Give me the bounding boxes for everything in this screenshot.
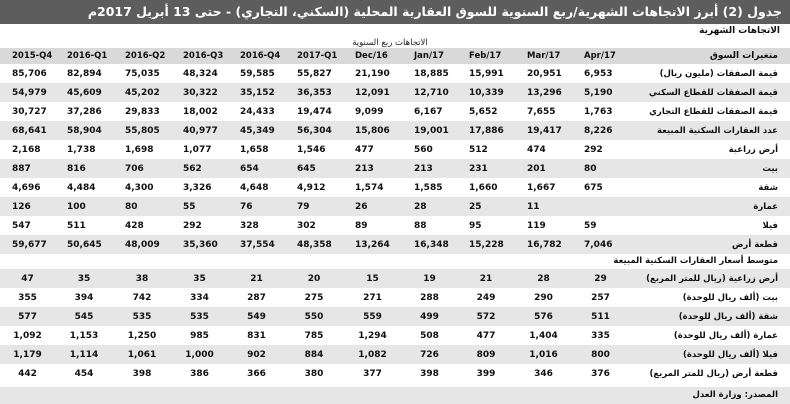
table-cell: 56,304 [285,121,343,140]
table-cell: 24,433 [228,102,285,121]
table-cell: 550 [285,307,343,326]
table-cell: 1,153 [55,326,113,345]
row-label: عمارة (ألف ريال للوحدة) [629,326,790,345]
row-label: عدد العقارات السكنية المبيعة [629,121,790,140]
table-cell: 15,991 [457,64,515,83]
table-cell: 1,698 [113,140,171,159]
table-cell: 1,077 [171,140,228,159]
table-cell: 428 [113,216,171,235]
table-cell: 4,484 [55,178,113,197]
table-row [0,197,790,216]
row-label: عمارة [629,197,790,216]
table-cell: 1,016 [515,345,572,364]
table-cell: 477 [457,326,515,345]
table-cell: 18,002 [171,102,228,121]
table-cell: 29,833 [113,102,171,121]
average-prices-table [0,269,790,383]
table-row [0,326,790,345]
row-label: شقة (ألف ريال للوحدة) [629,307,790,326]
table-cell: 55,827 [285,64,343,83]
table-cell: 12,710 [402,83,457,102]
table-cell: 28 [402,197,457,216]
table-cell: 985 [171,326,228,345]
table-cell: 88 [402,216,457,235]
table-cell: 19,001 [402,121,457,140]
table-cell: 902 [228,345,285,364]
table-cell: 271 [343,288,402,307]
table-cell: 1,763 [572,102,629,121]
table-cell: 59 [572,216,629,235]
table-cell: 30,727 [0,102,55,121]
table-cell: 545 [55,307,113,326]
table-cell: 26 [343,197,402,216]
column-header: Jan/17 [402,48,457,64]
table-cell: 21 [457,269,515,288]
table-row [0,159,790,178]
table-cell: 35 [55,269,113,288]
table-row [0,64,790,83]
table-cell: 11 [515,197,572,216]
row-label: أرض زراعية [629,140,790,159]
table-cell: 38 [113,269,171,288]
table-cell: 785 [285,326,343,345]
table-cell: 4,300 [113,178,171,197]
table-cell: 809 [457,345,515,364]
table-cell: 1,660 [457,178,515,197]
market-variables-table [0,48,790,254]
table-cell: 7,046 [572,235,629,254]
table-cell: 288 [402,288,457,307]
table-cell: 1,585 [402,178,457,197]
row-label: قيمة الصفقات (مليون ريال) [629,64,790,83]
table-cell: 549 [228,307,285,326]
table-cell: 5,190 [572,83,629,102]
table-cell: 654 [228,159,285,178]
table-cell: 55 [171,197,228,216]
table-cell: 4,696 [0,178,55,197]
table-cell: 1,738 [55,140,113,159]
table-cell: 831 [228,326,285,345]
table-cell: 1,546 [285,140,343,159]
table-cell: 231 [457,159,515,178]
table-cell: 28 [515,269,572,288]
table-cell: 75,035 [113,64,171,83]
table-cell: 645 [285,159,343,178]
table-cell: 334 [171,288,228,307]
table-cell: 76 [228,197,285,216]
table-cell: 535 [113,307,171,326]
table-cell: 45,349 [228,121,285,140]
table-cell: 675 [572,178,629,197]
table-cell: 1,114 [55,345,113,364]
table-cell: 7,655 [515,102,572,121]
table-cell: 50,645 [55,235,113,254]
table-cell: 18,885 [402,64,457,83]
table-cell: 119 [515,216,572,235]
table-cell: 442 [0,364,55,383]
table-cell: 15 [343,269,402,288]
table-cell: 290 [515,288,572,307]
table-cell: 25 [457,197,515,216]
table-cell: 6,167 [402,102,457,121]
table-cell: 335 [572,326,629,345]
table-cell: 742 [113,288,171,307]
table-cell: 10,339 [457,83,515,102]
row-label: فيلا (ألف ريال للوحدة) [629,345,790,364]
quarterly-trends-heading: الاتجاهات ربع السنوية [352,38,428,48]
table-cell: 477 [343,140,402,159]
table-cell: 394 [55,288,113,307]
table-cell: 292 [171,216,228,235]
column-header: Feb/17 [457,48,515,64]
table-cell: 82,894 [55,64,113,83]
table-cell: 1,404 [515,326,572,345]
table-cell: 19,474 [285,102,343,121]
table-cell: 576 [515,307,572,326]
table-cell: 35,152 [228,83,285,102]
table-cell: 213 [402,159,457,178]
table-cell: 726 [402,345,457,364]
column-header: Dec/16 [343,48,402,64]
table-cell: 559 [343,307,402,326]
table-row [0,83,790,102]
table-cell: 355 [0,288,55,307]
row-label: أرض زراعية (ريال للمتر المربع) [629,269,790,288]
table-cell: 5,652 [457,102,515,121]
table-row [0,140,790,159]
table-cell: 535 [171,307,228,326]
table-cell: 21,190 [343,64,402,83]
table-cell: 1,061 [113,345,171,364]
table-cell: 35 [171,269,228,288]
table-cell: 474 [515,140,572,159]
table-cell: 79 [285,197,343,216]
column-header: 2015-Q4 [0,48,55,64]
row-label: قيمة الصفقات للقطاع التجاري [629,102,790,121]
table-cell: 1,082 [343,345,402,364]
table-cell: 126 [0,197,55,216]
table-cell: 346 [515,364,572,383]
table-cell: 499 [402,307,457,326]
table-cell: 21 [228,269,285,288]
source-note: المصدر: وزارة العدل [0,387,790,404]
table-cell: 45,609 [55,83,113,102]
table-cell: 376 [572,364,629,383]
table-cell: 511 [572,307,629,326]
table-cell: 29 [572,269,629,288]
table-row [0,288,790,307]
table-cell: 1,250 [113,326,171,345]
row-label: قطعة أرض [629,235,790,254]
table-cell: 15,228 [457,235,515,254]
table-cell: 100 [55,197,113,216]
table-cell: 399 [457,364,515,383]
table-cell: 1,092 [0,326,55,345]
table-cell: 287 [228,288,285,307]
table-header-row [0,48,790,64]
row-label: بيت [629,159,790,178]
table-cell: 89 [343,216,402,235]
table-title: جدول (2) أبرز الاتجاهات الشهرية/ربع السنوية للسوق العقارية المحلية (السكني، التجاري) - حتى 13 أبريل 2017م [0,0,790,24]
table-row [0,364,790,383]
table-cell: 577 [0,307,55,326]
table-cell: 95 [457,216,515,235]
table-cell: 511 [55,216,113,235]
table-cell: 16,348 [402,235,457,254]
row-label: قطعة أرض (ريال للمتر المربع) [629,364,790,383]
table-cell: 1,294 [343,326,402,345]
table-cell: 35,360 [171,235,228,254]
table-row [0,178,790,197]
table-cell: 6,953 [572,64,629,83]
table-cell: 48,009 [113,235,171,254]
column-header: 2016-Q1 [55,48,113,64]
table-cell: 386 [171,364,228,383]
table-cell: 48,324 [171,64,228,83]
table-cell: 68,641 [0,121,55,140]
row-label: بيت (ألف ريال للوحدة) [629,288,790,307]
table-cell: 19,417 [515,121,572,140]
table-cell: 37,554 [228,235,285,254]
table-cell: 4,648 [228,178,285,197]
table-cell: 249 [457,288,515,307]
table-cell: 20 [285,269,343,288]
row-header-title: متغيرات السوق [629,48,790,64]
table-cell: 328 [228,216,285,235]
table-cell: 20,951 [515,64,572,83]
table-cell: 572 [457,307,515,326]
table-row [0,345,790,364]
table-cell: 706 [113,159,171,178]
table-cell: 13,264 [343,235,402,254]
table-cell: 3,326 [171,178,228,197]
table-cell: 560 [402,140,457,159]
table-cell: 58,904 [55,121,113,140]
average-prices-heading: متوسط أسعار العقارات السكنية المبيعة [613,256,778,266]
table-cell: 213 [343,159,402,178]
table-cell: 800 [572,345,629,364]
table-cell: 47 [0,269,55,288]
column-header: 2017-Q1 [285,48,343,64]
table-cell: 377 [343,364,402,383]
table-row [0,216,790,235]
table-row [0,121,790,140]
table-cell: 201 [515,159,572,178]
table-row [0,102,790,121]
table-cell: 16,782 [515,235,572,254]
table-cell: 1,179 [0,345,55,364]
column-header: 2016-Q2 [113,48,171,64]
table-cell: 1,658 [228,140,285,159]
table-cell: 2,168 [0,140,55,159]
table-cell: 398 [402,364,457,383]
table-cell: 512 [457,140,515,159]
table-cell: 816 [55,159,113,178]
table-row [0,235,790,254]
table-cell: 366 [228,364,285,383]
table-cell: 562 [171,159,228,178]
table-cell: 508 [402,326,457,345]
table-cell: 292 [572,140,629,159]
table-cell: 80 [113,197,171,216]
table-cell: 40,977 [171,121,228,140]
table-cell: 884 [285,345,343,364]
table-cell: 15,806 [343,121,402,140]
table-cell [572,197,629,216]
table-cell: 36,353 [285,83,343,102]
table-cell: 54,979 [0,83,55,102]
table-cell: 398 [113,364,171,383]
table-cell: 13,296 [515,83,572,102]
table-cell: 8,226 [572,121,629,140]
table-cell: 17,886 [457,121,515,140]
table-cell: 887 [0,159,55,178]
table-cell: 9,099 [343,102,402,121]
table-cell: 275 [285,288,343,307]
column-header: Mar/17 [515,48,572,64]
table-cell: 257 [572,288,629,307]
row-label: شقة [629,178,790,197]
table-cell: 55,805 [113,121,171,140]
row-label: فيلا [629,216,790,235]
table-cell: 302 [285,216,343,235]
table-cell: 30,322 [171,83,228,102]
table-row [0,269,790,288]
table-cell: 19 [402,269,457,288]
row-label: قيمة الصفقات للقطاع السكني [629,83,790,102]
table-cell: 45,202 [113,83,171,102]
table-cell: 547 [0,216,55,235]
table-cell: 59,677 [0,235,55,254]
table-cell: 4,912 [285,178,343,197]
table-row [0,307,790,326]
table-cell: 454 [55,364,113,383]
column-header: Apr/17 [572,48,629,64]
table-cell: 37,286 [55,102,113,121]
table-cell: 85,706 [0,64,55,83]
table-cell: 12,091 [343,83,402,102]
table-cell: 1,667 [515,178,572,197]
column-header: 2016-Q4 [228,48,285,64]
table-cell: 1,574 [343,178,402,197]
table-cell: 80 [572,159,629,178]
table-cell: 380 [285,364,343,383]
table-cell: 48,358 [285,235,343,254]
column-header: 2016-Q3 [171,48,228,64]
monthly-trends-heading: الاتجاهات الشهرية [699,26,780,36]
table-cell: 1,000 [171,345,228,364]
table-cell: 59,585 [228,64,285,83]
